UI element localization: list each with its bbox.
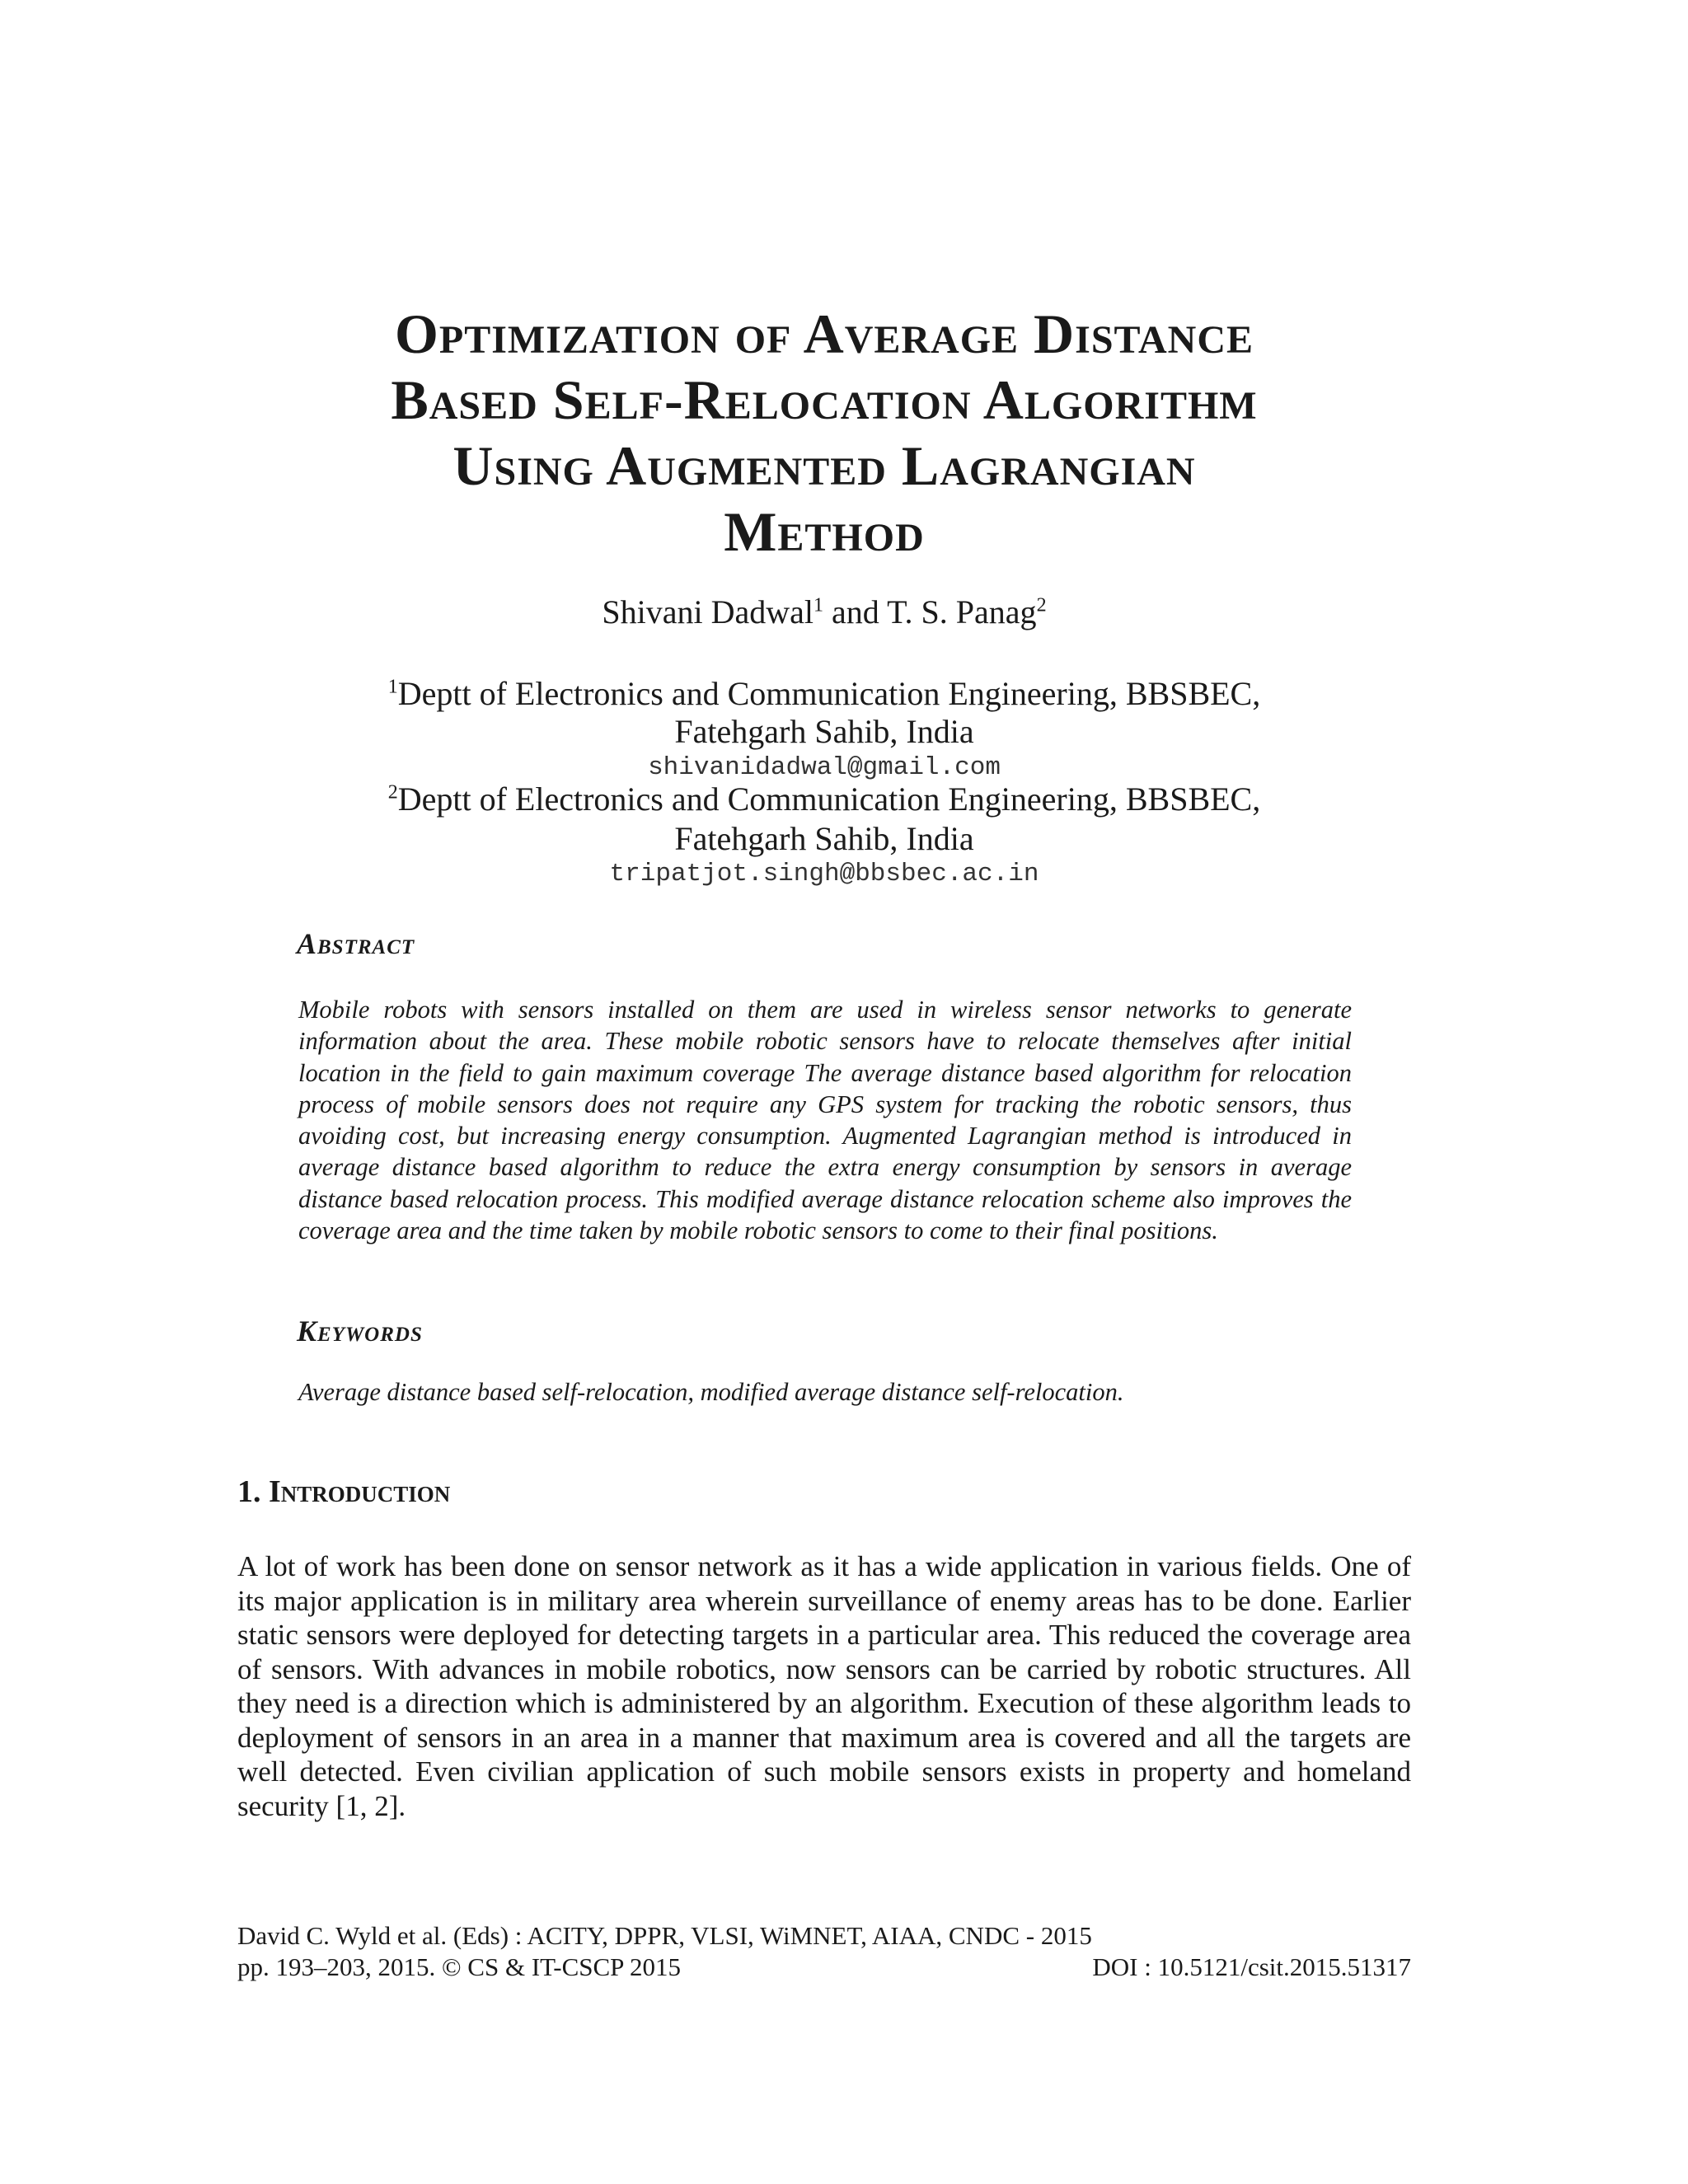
author-email[interactable]: shivanidadwal@gmail.com	[648, 753, 1001, 782]
affiliation-mark: 2	[387, 781, 398, 804]
keywords-heading: Keywords	[297, 1315, 423, 1347]
author-conjunction: and	[832, 593, 879, 630]
author-email[interactable]: tripatjot.singh@bbsbec.ac.in	[609, 860, 1039, 888]
affiliation-location: Fatehgarh Sahib, India	[674, 713, 974, 750]
footer-doi[interactable]: DOI : 10.5121/csit.2015.51317	[1092, 1952, 1411, 1981]
affiliation-line	[0, 781, 1648, 818]
abstract-body: Mobile robots with sensors installed on them are used in wireless sensor networks to generate information about the area. These mobile robotic sensors have to relocate themselves after initial location in the field to gain maximum coverage The average distance based algorithm for relocation process of mobile sensors does not require any GPS system for tracking the robotic sensors, thus avoiding cost, but increasing energy consumption. Augmented Lagrangian method is introduced in average distance based algorithm to reduce the extra energy consumption by sensors in average distance based relocation process. This modified average distance relocation scheme also improves the coverage area and the time taken by mobile robotic sensors to come to their final positions.	[298, 996, 1352, 1245]
paper-title	[247, 301, 1401, 565]
affiliation-department: Deptt of Electronics and Communication Engineering, BBSBEC,	[397, 675, 1261, 712]
author-affiliation-mark: 1	[814, 594, 824, 616]
keywords-body: Average distance based self-relocation, modified average distance self-relocation.	[298, 1378, 1124, 1406]
affiliation-location: Fatehgarh Sahib, India	[674, 820, 974, 857]
title-line: Based Self-Relocation Algorithm	[391, 368, 1258, 431]
title-line: Method	[724, 500, 925, 563]
introduction-heading: 1. Introduction	[237, 1474, 451, 1509]
footer-pages-text: pp. 193–203, 2015. © CS & IT-CSCP 2015	[237, 1952, 682, 1981]
affiliation-department: Deptt of Electronics and Communication Engineering, BBSBEC,	[397, 780, 1261, 818]
footer-citation: David C. Wyld et al. (Eds) : ACITY, DPPR, VLSI, WiMNET, AIAA, CNDC - 2015	[237, 1921, 1092, 1950]
affiliation-line	[0, 676, 1648, 712]
author-name: T. S. Panag	[887, 593, 1037, 630]
author-affiliation-mark: 2	[1036, 594, 1047, 616]
author-list	[0, 592, 1648, 633]
title-line: Optimization of Average Distance	[394, 302, 1254, 365]
introduction-body: A lot of work has been done on sensor network as it has a wide application in various fields. One of its major application is in military area wherein surveillance of enemy areas has to be done. Earlier static sensors were deployed for detecting targets in a particular area. This reduced the coverage area of sensors. With advances in mobile robotics, now sensors can be carried by robotic structures. All they need is a direction which is administered by an algorithm. Execution of these algorithm leads to deployment of sensors in an area in a manner that maximum area is covered and all the targets are well detected. Even civilian application of such mobile sensors exists in property and homeland security [1, 2].	[237, 1550, 1411, 1822]
affiliation-mark: 1	[387, 676, 398, 698]
footer-pages	[237, 1952, 1411, 1983]
abstract-heading: Abstract	[297, 927, 415, 960]
author-name: Shivani Dadwal	[602, 593, 814, 630]
title-line: Using Augmented Lagrangian	[452, 434, 1196, 497]
